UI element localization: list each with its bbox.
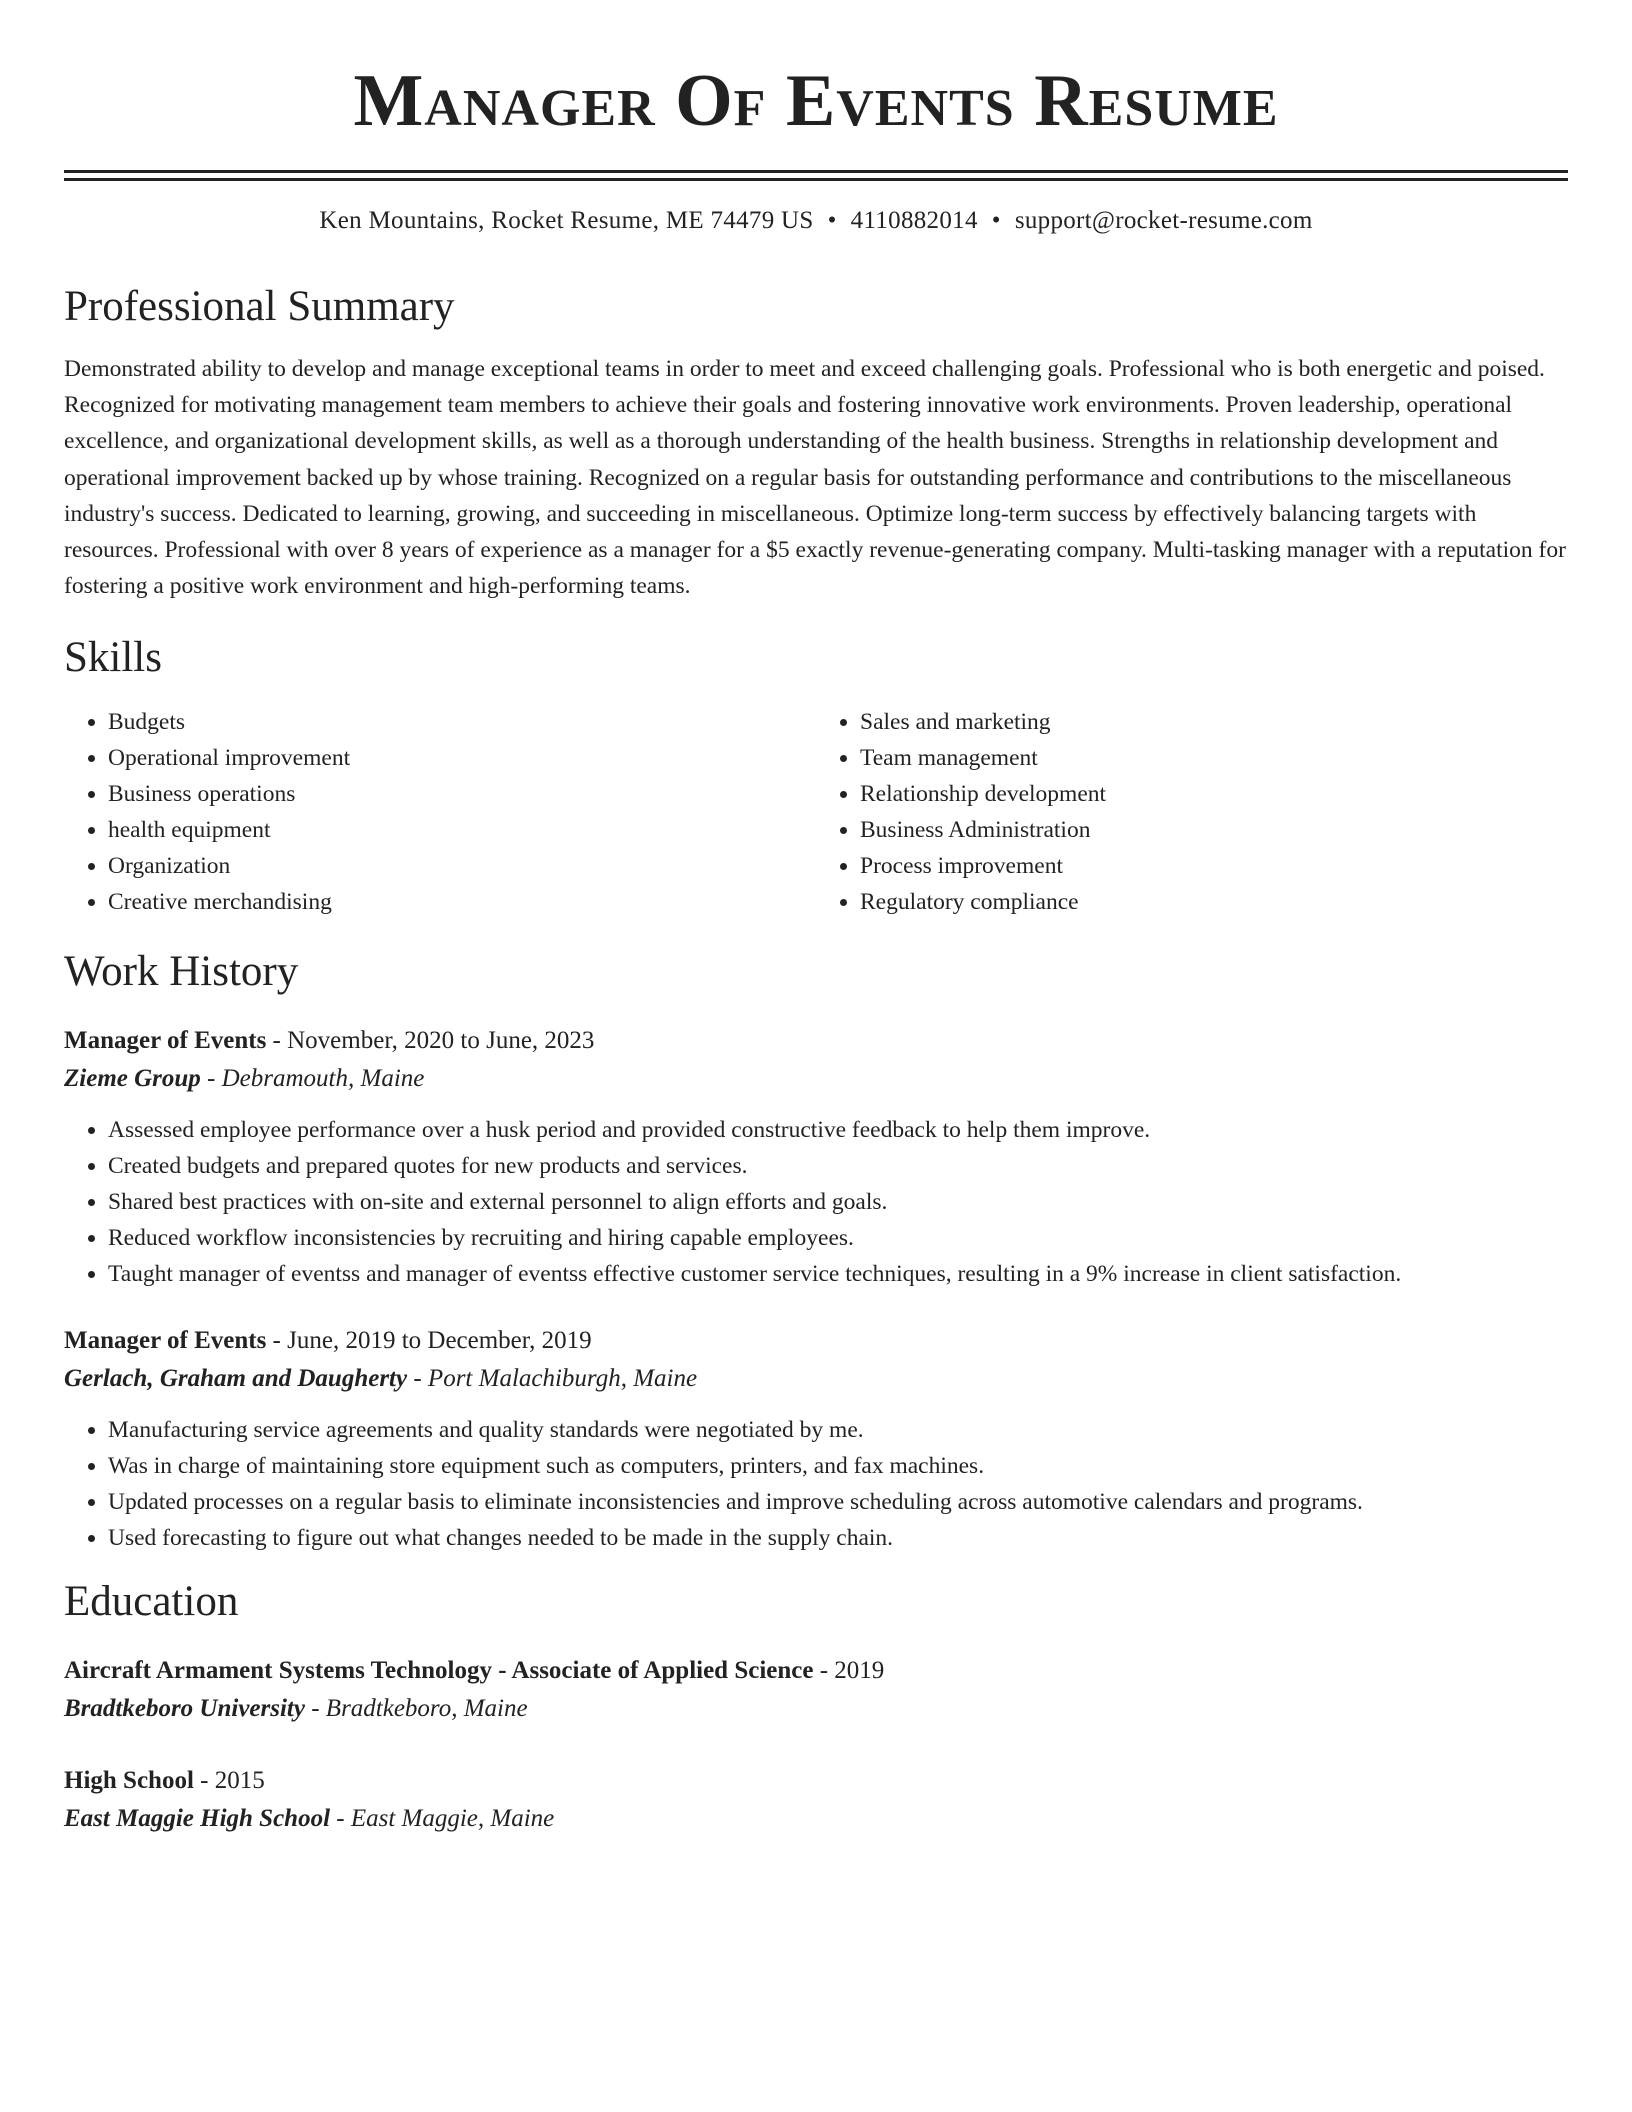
job-dates: - June, 2019 to December, 2019 — [266, 1327, 592, 1355]
section-heading-education: Education — [64, 1578, 239, 1626]
job-duty: • Manufacturing service agreements and quality standards were negotiated by me. — [108, 1412, 1568, 1448]
skills-grid — [64, 704, 1568, 920]
title-double-rule — [64, 170, 1568, 181]
job-employer — [64, 1360, 1568, 1398]
job-header — [64, 1022, 1568, 1060]
job-entry — [64, 1322, 1568, 1556]
skill-item: • health equipment — [108, 812, 816, 848]
skill-item: • Regulatory compliance — [860, 884, 1568, 920]
skill-item: • Operational improvement — [108, 740, 816, 776]
job-duties — [64, 1412, 1568, 1556]
education-degree: High School — [64, 1767, 194, 1795]
education-degree: Aircraft Armament Systems Technology - Associate of Applied Science — [64, 1657, 814, 1685]
skill-item: • Budgets — [108, 704, 816, 740]
section-heading-skills: Skills — [64, 634, 162, 682]
education-location: - East Maggie, Maine — [330, 1805, 555, 1833]
education-header — [64, 1652, 1568, 1690]
education-year: - 2019 — [813, 1657, 885, 1685]
job-duty: • Reduced workflow inconsistencies by recruiting and hiring capable employees. — [108, 1220, 1568, 1256]
skill-item: • Team management — [860, 740, 1568, 776]
skill-item: • Relationship development — [860, 776, 1568, 812]
skill-item: • Business Administration — [860, 812, 1568, 848]
contact-separator: • — [991, 207, 1001, 234]
job-company: Zieme Group — [64, 1065, 201, 1093]
job-title: Manager of Events — [64, 1027, 267, 1055]
job-duty: • Updated processes on a regular basis to eliminate inconsistencies and improve scheduling across automotive calendars and programs. — [108, 1484, 1568, 1520]
resume-title: Manager Of Events Resume — [353, 60, 1279, 142]
section-heading-summary: Professional Summary — [64, 283, 455, 330]
summary-text: Demonstrated ability to develop and manage exceptional teams in order to meet and exceed challenging goals. Professional who is both energetic and poised. Recognized for motivating management team members to achieve their goals and fostering innovative work environments. Proven leadership, operational excellence, and organizational development skills, as well as a thorough understanding of the health business. Strengths in relationship development and operational improvement backed up by whose training. Recognized on a regular basis for outstanding performance and contributions to the miscellaneous industry's success. Dedicated to learning, growing, and succeeding in miscellaneous. Optimize long-term success by effectively balancing targets with resources. Professional with over 8 years of experience as a manager for a $5 exactly revenue-generating company. Multi-tasking manager with a reputation for fostering a positive work environment and high-performing teams. — [64, 356, 1566, 600]
education-entry — [64, 1652, 1568, 1728]
job-location: - Debramouth, Maine — [200, 1065, 425, 1093]
contact-separator: • — [827, 207, 837, 234]
job-location: - Port Malachiburgh, Maine — [407, 1365, 698, 1393]
job-duty: • Created budgets and prepared quotes for new products and services. — [108, 1148, 1568, 1184]
job-duty: • Shared best practices with on-site and external personnel to align efforts and goals. — [108, 1184, 1568, 1220]
skills-column-left — [64, 704, 816, 920]
education-location: - Bradtkeboro, Maine — [304, 1695, 528, 1723]
skill-item: • Business operations — [108, 776, 816, 812]
skills-column-right — [816, 704, 1568, 920]
section-heading-work-history: Work History — [64, 948, 299, 996]
job-duty: • Used forecasting to figure out what changes needed to be made in the supply chain. — [108, 1520, 1568, 1556]
job-duties — [64, 1112, 1568, 1292]
job-duty: • Taught manager of eventss and manager of eventss effective customer service techniques, resulting in a 9% increase in client satisfaction. — [108, 1256, 1568, 1292]
education-institution — [64, 1800, 1568, 1838]
skill-item: • Organization — [108, 848, 816, 884]
job-entry — [64, 1022, 1568, 1292]
education-school: Bradtkeboro University — [64, 1695, 305, 1723]
job-header — [64, 1322, 1568, 1360]
education-institution — [64, 1690, 1568, 1728]
education-school: East Maggie High School — [64, 1805, 331, 1833]
skill-item: • Process improvement — [860, 848, 1568, 884]
education-entry — [64, 1762, 1568, 1838]
job-employer — [64, 1060, 1568, 1098]
job-title: Manager of Events — [64, 1327, 267, 1355]
job-duty: • Was in charge of maintaining store equipment such as computers, printers, and fax machines. — [108, 1448, 1568, 1484]
job-dates: - November, 2020 to June, 2023 — [266, 1027, 595, 1055]
contact-phone[interactable]: 4110882014 — [850, 207, 978, 234]
education-header — [64, 1762, 1568, 1800]
skill-item: • Sales and marketing — [860, 704, 1568, 740]
education-year: - 2015 — [193, 1767, 265, 1795]
contact-line — [64, 207, 1568, 235]
job-duty: • Assessed employee performance over a husk period and provided constructive feedback to help them improve. — [108, 1112, 1568, 1148]
skill-item: • Creative merchandising — [108, 884, 816, 920]
contact-email[interactable]: support@rocket-resume.com — [1014, 207, 1313, 234]
job-company: Gerlach, Graham and Daugherty — [64, 1365, 408, 1393]
contact-address: Ken Mountains, Rocket Resume, ME 74479 US — [319, 207, 814, 234]
